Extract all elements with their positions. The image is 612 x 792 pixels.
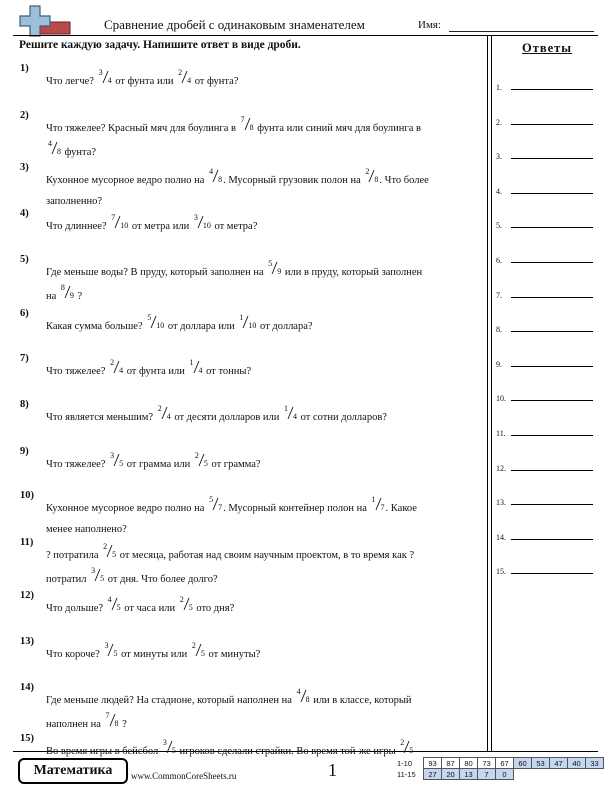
question-text-segment: от часа или — [121, 603, 178, 614]
name-field[interactable] — [449, 31, 594, 32]
answer-label: 3. — [496, 152, 502, 162]
fraction-numerator: 4 — [209, 167, 214, 176]
question-text — [46, 495, 417, 514]
fraction — [208, 495, 223, 514]
answer-blank[interactable] — [511, 124, 593, 125]
fraction-denominator: 8 — [249, 123, 254, 132]
question-number: 12) — [20, 590, 34, 601]
fraction — [109, 451, 124, 470]
fraction — [47, 139, 61, 158]
fraction-numerator: 2 — [365, 167, 370, 176]
answer-blank[interactable] — [511, 573, 593, 574]
question-text — [46, 196, 102, 207]
answer-blank[interactable] — [511, 158, 593, 159]
fraction-denominator: 4 — [119, 366, 124, 375]
question-number: 4) — [20, 208, 29, 219]
score-row — [397, 758, 604, 769]
question-text-segment: . Что более — [379, 175, 429, 186]
question-number: 11) — [20, 537, 34, 548]
answer-blank[interactable] — [511, 331, 593, 332]
fraction-numerator: 2 — [400, 738, 405, 747]
fraction — [189, 358, 203, 377]
fraction — [194, 451, 208, 470]
question-text — [46, 595, 235, 614]
fraction — [179, 595, 193, 614]
fraction-numerator: 3 — [91, 566, 96, 575]
question-number: 5) — [20, 254, 29, 265]
answer-blank[interactable] — [511, 366, 593, 367]
question-text-segment: менее наполнено? — [46, 524, 127, 535]
fraction — [162, 738, 176, 757]
fraction-denominator: 8 — [57, 147, 61, 156]
fraction-denominator: 4 — [107, 76, 112, 85]
fraction — [193, 213, 211, 232]
answer-blank[interactable] — [511, 435, 593, 436]
question-text-segment: от фунта или — [112, 76, 177, 87]
question-number: 13) — [20, 636, 34, 647]
fraction-denominator: 10 — [202, 221, 211, 230]
question-text-segment: от доллара? — [257, 321, 313, 332]
fraction — [371, 495, 385, 514]
fraction-numerator: 4 — [48, 139, 52, 148]
fraction-numerator: 7 — [105, 711, 110, 720]
fraction — [109, 358, 124, 377]
score-cell: 7 — [478, 769, 496, 780]
question-text-segment: . Какое — [385, 503, 417, 514]
question-text-segment: от грамма? — [208, 459, 261, 470]
fraction-numerator: 7 — [111, 213, 116, 222]
name-label: Имя: — [418, 19, 442, 31]
fraction — [110, 213, 129, 232]
score-cell: 20 — [442, 769, 460, 780]
fraction-denominator: 8 — [114, 719, 119, 728]
fraction-numerator: 3 — [193, 213, 198, 222]
answer-blank[interactable] — [511, 262, 593, 263]
answer-label: 1. — [496, 83, 502, 92]
fraction — [90, 566, 105, 585]
fraction-numerator: 5 — [147, 313, 152, 322]
column-divider — [487, 35, 488, 752]
question-text — [46, 542, 415, 561]
score-cell: 93 — [424, 758, 442, 769]
answer-label: 5. — [496, 221, 502, 231]
question-text-segment: от метра? — [211, 221, 258, 232]
fraction — [177, 68, 192, 87]
question-text — [46, 313, 313, 332]
fraction-numerator: 1 — [371, 495, 376, 504]
question-text-segment: Что тяжелее? — [46, 366, 109, 377]
website-link[interactable]: www.CommonCoreSheets.ru — [131, 771, 237, 781]
question-text-segment: Кухонное мусорное ведро полно на — [46, 175, 208, 186]
fraction-numerator: 1 — [239, 313, 244, 322]
score-cell: 67 — [496, 758, 514, 769]
question-text-segment: Какая сумма больше? — [46, 321, 146, 332]
frame-top-rule — [13, 35, 598, 36]
question-text — [46, 167, 429, 186]
score-cell: 13 — [460, 769, 478, 780]
question-text-segment: от сотни долларов? — [298, 412, 387, 423]
score-row-label: 1-10 — [397, 758, 413, 768]
question-text — [46, 711, 127, 730]
question-text-segment: игроков сделали страйки. Во время той-же игры — [176, 746, 399, 757]
answer-label: 12. — [496, 463, 506, 473]
brand-badge: Математика — [18, 758, 128, 784]
score-cell: 33 — [586, 758, 604, 769]
question-text-segment: потратил — [46, 574, 90, 585]
fraction-denominator: 5 — [409, 746, 414, 755]
question-text-segment: от фунта или — [124, 366, 188, 377]
question-text-segment: или в классе, который — [310, 695, 412, 706]
fraction — [105, 711, 119, 730]
answer-label: 10. — [496, 394, 506, 404]
fraction-numerator: 7 — [240, 115, 245, 124]
question-text-segment: от доллара или — [165, 321, 238, 332]
fraction-denominator: 4 — [166, 412, 171, 421]
fraction-numerator: 3 — [110, 451, 115, 460]
fraction-denominator: 8 — [218, 175, 223, 184]
question-text-segment: от дня. Что более долго? — [105, 574, 218, 585]
question-text — [46, 259, 423, 278]
fraction-numerator: 2 — [103, 542, 108, 551]
logo-icon — [16, 4, 72, 38]
fraction-numerator: 2 — [110, 358, 115, 367]
question-text — [46, 687, 412, 706]
fraction-denominator: 8 — [374, 175, 379, 184]
fraction-denominator: 5 — [119, 459, 124, 468]
score-cell: 27 — [424, 769, 442, 780]
answer-blank[interactable] — [511, 400, 593, 401]
question-text-segment: Что тяжелее? Красный мяч для боулинга в — [46, 123, 239, 134]
score-cell: 60 — [514, 758, 532, 769]
question-text-segment: фунта или синий мяч для боулинга в — [254, 123, 421, 134]
question-text-segment: от фунта? — [192, 76, 239, 87]
answer-label: 15. — [496, 567, 506, 577]
question-text-segment: от метра или — [129, 221, 192, 232]
fraction — [146, 313, 165, 332]
question-text — [46, 641, 261, 660]
answer-label: 6. — [496, 256, 502, 265]
fraction-numerator: 2 — [194, 451, 199, 460]
fraction-numerator: 4 — [107, 595, 112, 604]
question-text-segment: Что легче? — [46, 76, 97, 87]
question-text-segment: от грамма или — [124, 459, 193, 470]
question-text-segment: Где меньше воды? В пруду, который заполнен на — [46, 267, 267, 278]
fraction-numerator: 8 — [60, 283, 65, 292]
question-number: 7) — [20, 353, 29, 364]
question-text-segment: Что короче? — [46, 649, 103, 660]
fraction-denominator: 4 — [198, 366, 203, 375]
question-number: 10) — [20, 490, 34, 501]
fraction-numerator: 1 — [189, 358, 194, 367]
fraction-denominator: 9 — [69, 291, 74, 300]
fraction-denominator: 5 — [188, 603, 193, 612]
answer-label: 13. — [496, 498, 506, 508]
fraction-denominator: 5 — [113, 649, 118, 658]
question-text — [46, 139, 97, 158]
question-text — [46, 283, 83, 302]
fraction — [238, 313, 257, 332]
score-table — [397, 757, 604, 780]
fraction — [296, 687, 310, 706]
answers-title: Ответы — [522, 41, 573, 55]
score-cell: 87 — [442, 758, 460, 769]
score-row — [397, 769, 604, 780]
fraction-denominator: 10 — [156, 321, 165, 330]
score-cell: 53 — [532, 758, 550, 769]
answer-label: 14. — [496, 532, 506, 542]
question-text-segment: Во время игры в бейсбол — [46, 746, 161, 757]
fraction-numerator: 2 — [178, 68, 183, 77]
question-number: 15) — [20, 733, 34, 744]
question-text-segment: от тонны? — [203, 366, 252, 377]
fraction-denominator: 5 — [171, 746, 176, 755]
question-text-segment: фунта? — [62, 147, 97, 158]
question-text-segment: заполненно? — [46, 196, 103, 207]
question-text-segment: или в пруду, который заполнен — [282, 267, 423, 278]
question-text-segment: Где меньше людей? На стадионе, который наполнен на — [46, 695, 295, 706]
score-cell: 47 — [550, 758, 568, 769]
question-text-segment: . Мусорный контейнер полон на — [223, 503, 370, 514]
fraction — [60, 283, 74, 302]
fraction-denominator: 7 — [380, 503, 385, 512]
score-row-label: 11-15 — [397, 769, 416, 779]
question-text-segment: ? — [74, 291, 83, 302]
fraction — [103, 641, 118, 660]
fraction — [267, 259, 282, 278]
fraction-numerator: 2 — [191, 641, 196, 650]
question-text-segment: Что тяжелее? — [46, 459, 109, 470]
fraction-numerator: 5 — [268, 259, 273, 268]
answer-blank[interactable] — [511, 297, 593, 298]
fraction-numerator: 5 — [209, 495, 214, 504]
question-text — [46, 115, 421, 134]
question-number: 3) — [20, 162, 29, 173]
question-text-segment: от десяти долларов или — [171, 412, 283, 423]
question-text-segment: Что длиннее? — [46, 221, 110, 232]
answer-blank[interactable] — [511, 89, 593, 90]
question-text-segment: Что является меньшим? — [46, 412, 156, 423]
answer-blank[interactable] — [511, 539, 593, 540]
question-text — [46, 451, 261, 470]
question-text-segment: на — [46, 291, 59, 302]
fraction — [98, 68, 112, 87]
question-text-segment: Что дольше? — [46, 603, 106, 614]
fraction-denominator: 5 — [112, 550, 117, 559]
answer-label: 9. — [496, 359, 502, 369]
fraction — [157, 404, 171, 423]
fraction-denominator: 10 — [248, 321, 257, 330]
question-text-segment: от минуты? — [205, 649, 261, 660]
answer-label: 4. — [496, 186, 502, 196]
answer-blank[interactable] — [511, 227, 593, 228]
answer-label: 11. — [496, 429, 506, 438]
fraction-numerator: 4 — [296, 687, 301, 696]
page-title: Сравнение дробей с одинаковым знаменателем — [104, 17, 365, 32]
answer-blank[interactable] — [511, 504, 593, 505]
score-cell: 0 — [496, 769, 514, 780]
question-text — [46, 213, 258, 232]
question-number: 9) — [20, 446, 29, 457]
fraction — [191, 641, 205, 660]
score-cell: 73 — [478, 758, 496, 769]
fraction-denominator: 5 — [200, 649, 205, 658]
answer-blank[interactable] — [511, 193, 593, 194]
fraction-denominator: 9 — [277, 267, 282, 276]
question-text — [46, 404, 387, 423]
question-number: 8) — [20, 399, 29, 410]
question-number: 6) — [20, 308, 29, 319]
question-text-segment: . Мусорный грузовик полон на — [223, 175, 364, 186]
answer-label: 7. — [496, 290, 502, 300]
fraction-denominator: 5 — [203, 459, 208, 468]
question-text-segment: наполнен на — [46, 719, 104, 730]
fraction-denominator: 4 — [293, 412, 298, 421]
fraction-denominator: 10 — [120, 221, 129, 230]
question-text-segment: ? потратила — [46, 550, 102, 561]
question-number: 2) — [20, 110, 29, 121]
fraction — [283, 404, 298, 423]
fraction-numerator: 1 — [284, 404, 289, 413]
question-text-segment: ? — [119, 719, 127, 730]
fraction — [102, 542, 117, 561]
fraction-denominator: 5 — [116, 603, 121, 612]
question-text — [46, 358, 252, 377]
question-number: 14) — [20, 682, 34, 693]
page-number: 1 — [328, 760, 337, 780]
fraction-numerator: 2 — [157, 404, 162, 413]
fraction-numerator: 3 — [104, 641, 109, 650]
question-text-segment: Кухонное мусорное ведро полно на — [46, 503, 208, 514]
fraction — [208, 167, 223, 186]
fraction — [107, 595, 121, 614]
fraction-numerator: 3 — [162, 738, 167, 747]
question-number: 1) — [20, 63, 29, 74]
question-text — [46, 738, 414, 757]
fraction — [399, 738, 414, 757]
fraction-denominator: 7 — [218, 503, 223, 512]
instructions: Решите каждую задачу. Напишите ответ в виде дроби. — [19, 39, 301, 51]
score-cell: 40 — [568, 758, 586, 769]
fraction — [240, 115, 254, 134]
answer-label: 2. — [496, 117, 502, 127]
question-text — [46, 68, 239, 87]
score-cell: 80 — [460, 758, 478, 769]
fraction-denominator: 8 — [305, 695, 310, 704]
column-divider — [491, 35, 492, 752]
answer-label: 8. — [496, 325, 502, 335]
question-text-segment: от минуты или — [118, 649, 190, 660]
question-text — [46, 566, 218, 585]
question-text-segment: ото дня? — [193, 603, 235, 614]
fraction-denominator: 5 — [100, 574, 105, 583]
fraction-denominator: 4 — [187, 76, 192, 85]
question-text — [46, 524, 127, 535]
answer-blank[interactable] — [511, 470, 593, 471]
fraction — [364, 167, 379, 186]
question-text-segment: от месяца, работая над своим научным проектом, в то время как ? — [117, 550, 415, 561]
fraction-numerator: 3 — [98, 68, 103, 77]
fraction-numerator: 2 — [179, 595, 184, 604]
